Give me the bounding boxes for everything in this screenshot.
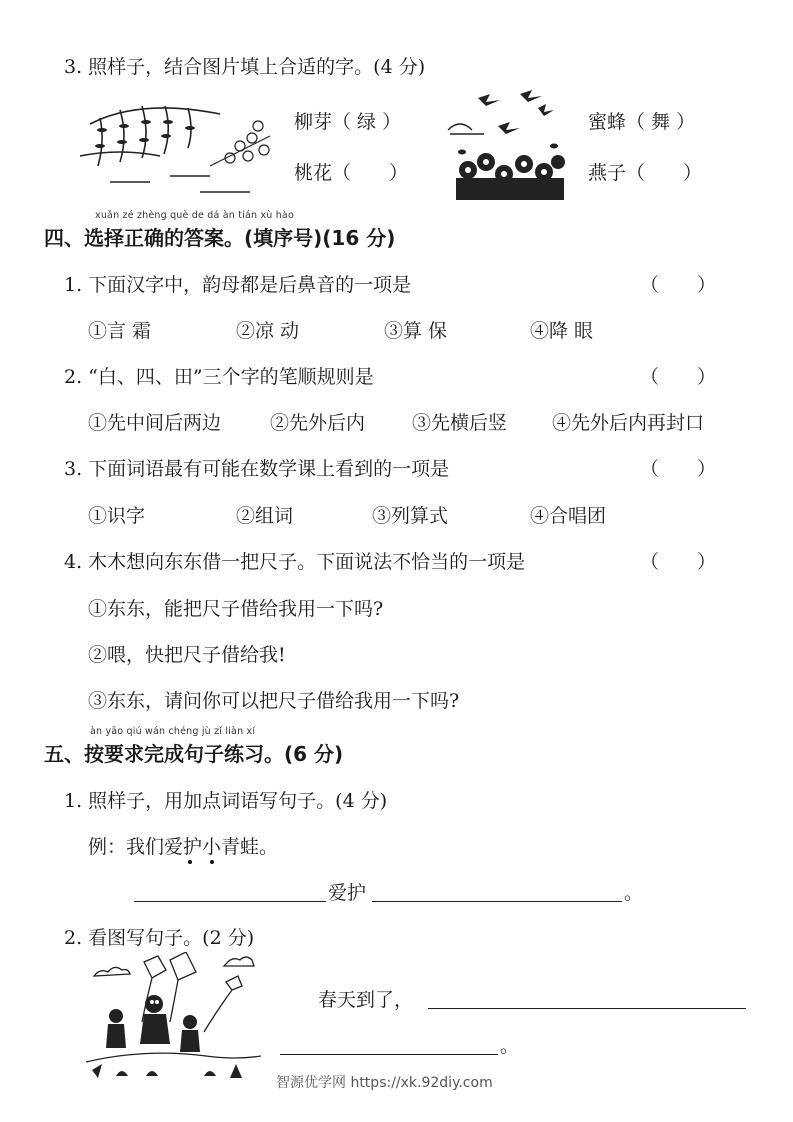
kites-illustration <box>86 952 261 1084</box>
emphasis-dot <box>210 860 214 864</box>
section5-title: 五、按要求完成句子练习。(6 分) <box>44 742 344 766</box>
willow-illustration <box>80 96 285 196</box>
q5-2-prompt: 春天到了， <box>318 989 414 1011</box>
q4-2-option-3: ③先横后竖 <box>412 412 508 434</box>
q4-3-option-3: ③列算式 <box>372 505 449 527</box>
q4-2-option-2: ②先外后内 <box>270 412 366 434</box>
q4-3-option-2: ②组词 <box>236 505 294 527</box>
q4-3-option-4: ④合唱团 <box>530 505 607 527</box>
q5-1-title: 1. 照样子，用加点词语写句子。(4 分) <box>64 790 388 812</box>
section5-pinyin: àn yāo qiú wán chéng jù zǐ liàn xí <box>90 726 256 737</box>
q4-4-option-2: ②喂，快把尺子借给我! <box>88 644 286 666</box>
bee-label: 蜜蜂（ 舞 ） <box>588 111 696 133</box>
q4-1-option-1: ①言 霜 <box>88 320 152 342</box>
swallows-illustration <box>446 90 571 205</box>
swallow-label: 燕子（ ） <box>588 162 703 184</box>
peach-label: 桃花（ ） <box>294 162 409 184</box>
q5-1-example: 例：我们爱护小青蛙。 <box>88 836 279 858</box>
q4-2-option-4: ④先外后内再封口 <box>552 412 705 434</box>
willow-label: 柳芽（ 绿 ） <box>294 111 402 133</box>
q5-1-keyword: 爱护 <box>328 882 367 904</box>
q4-1-stem: 1. 下面汉字中，韵母都是后鼻音的一项是 <box>64 274 412 296</box>
q5-1-period: 。 <box>624 882 644 904</box>
q4-3-option-1: ①识字 <box>88 505 146 527</box>
section4-title: 四、选择正确的答案。(填序号)(16 分) <box>44 226 396 250</box>
q4-2-option-1: ①先中间后两边 <box>88 412 222 434</box>
q4-4-option-1: ①东东，能把尺子借给我用一下吗? <box>88 598 384 620</box>
q4-3-stem: 3. 下面词语最有可能在数学课上看到的一项是 <box>64 458 450 480</box>
q5-2-blank-line2[interactable] <box>280 1054 498 1055</box>
q4-4-stem: 4. 木木想向东东借一把尺子。下面说法不恰当的一项是 <box>64 551 526 573</box>
q4-4-option-3: ③东东，请问你可以把尺子借给我用一下吗? <box>88 690 460 712</box>
q3-title: 3. 照样子，结合图片填上合适的字。(4 分) <box>64 56 426 78</box>
footer-watermark: 智源优学网 https://xk.92diy.com <box>276 1075 493 1091</box>
q5-2-title: 2. 看图写句子。(2 分) <box>64 927 255 949</box>
q4-1-option-4: ④降 眼 <box>530 320 594 342</box>
q5-2-blank-line1[interactable] <box>428 1008 746 1009</box>
q4-3-answer-paren[interactable]: （ ） <box>640 458 717 480</box>
emphasis-dot <box>188 860 192 864</box>
q4-1-option-2: ②凉 动 <box>236 320 300 342</box>
q4-2-answer-paren[interactable]: （ ） <box>640 366 717 388</box>
section4-pinyin: xuǎn zé zhèng què de dá àn tián xù hào <box>95 210 294 221</box>
q4-2-stem: 2. “白、四、田”三个字的笔顺规则是 <box>64 366 374 388</box>
q5-1-blank-before[interactable] <box>134 901 326 902</box>
q5-1-blank-after[interactable] <box>372 901 622 902</box>
q5-2-period: 。 <box>500 1035 520 1057</box>
q4-1-option-3: ③算 保 <box>384 320 448 342</box>
q4-4-answer-paren[interactable]: （ ） <box>640 551 717 573</box>
q4-1-answer-paren[interactable]: （ ） <box>640 274 717 296</box>
